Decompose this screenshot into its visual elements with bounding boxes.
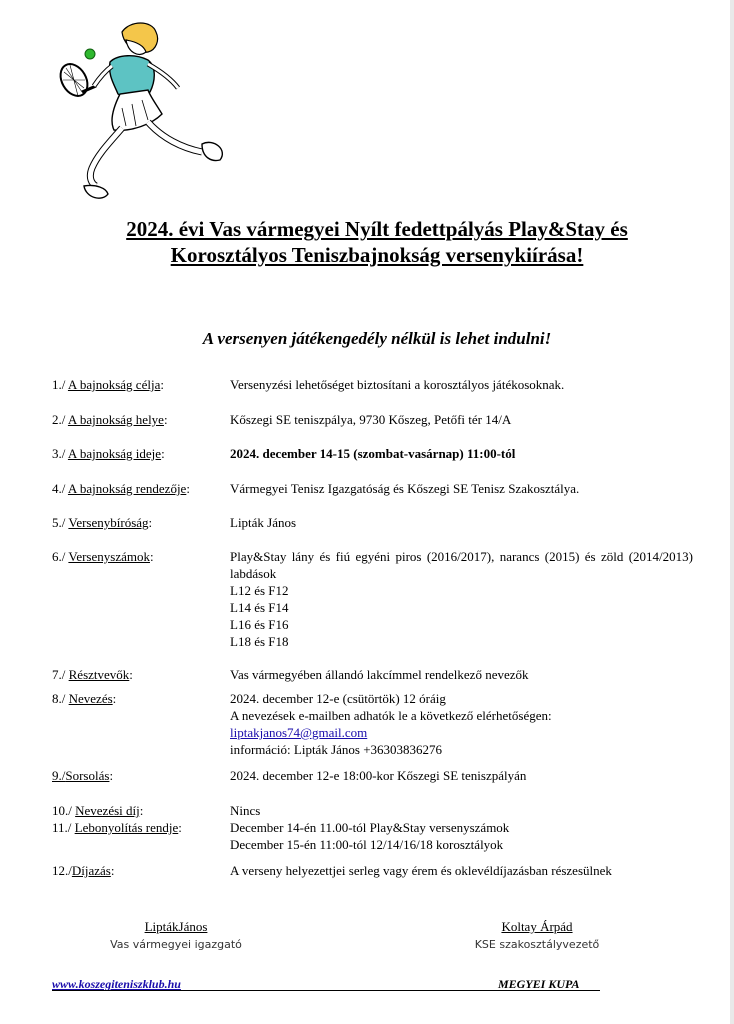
section-value: December 14-én 11.00-tól Play&Stay versenyszámok December 15-én 11:00-tól 12/14/16/18 korosztályok — [230, 820, 510, 852]
section-label: 5./ Versenybíróság: — [52, 515, 153, 530]
section-value: Vármegyei Tenisz Igazgatóság és Kőszegi SE Tenisz Szakosztálya. — [230, 481, 580, 496]
section-label: 1./ A bajnokság célja: — [52, 377, 164, 392]
section-label: 10./ Nevezési díj: — [52, 803, 144, 818]
tennis-player-illustration — [52, 18, 242, 208]
signature-role: Vas vármegyei igazgató — [110, 938, 242, 951]
section-value: Vas vármegyében állandó lakcímmel rendelkező nevezők — [230, 667, 529, 682]
title-line-2: Korosztályos Teniszbajnokság versenykiírása! — [170, 243, 584, 267]
section-value: 2024. december 12-e 18:00-kor Kőszegi SE teniszpályán — [230, 768, 527, 783]
section-value: Kőszegi SE teniszpálya, 9730 Kőszeg, Petőfi tér 14/A — [230, 412, 512, 427]
tennis-racket — [55, 59, 96, 100]
title-line-1: 2024. évi Vas vármegyei Nyílt fedettpályás Play&Stay és — [126, 217, 628, 241]
section-value: Versenyzési lehetőséget biztosítani a korosztályos játékosoknak. — [230, 377, 565, 392]
section-label: 9./Sorsolás: — [52, 768, 114, 783]
section-value: Play&Stay lány és fiú egyéni piros (2016/2017), narancs (2015) és zöld (2014/2013) labdások L12 és F12 L14 és F14 L16 és F16 L18 és F18 — [230, 549, 693, 649]
signature-right — [452, 919, 622, 951]
section-label: 8./ Nevezés: — [52, 691, 117, 706]
document-title — [40, 216, 714, 268]
section-value: A verseny helyezettjei serleg vagy érem és oklevéldíjazásban részesülnek — [230, 863, 612, 878]
section-value: 2024. december 14-15 (szombat-vasárnap) 11:00-tól — [230, 446, 516, 461]
footer-divider — [52, 990, 600, 991]
website-link[interactable]: www.koszegiteniszklub.hu — [52, 977, 181, 991]
section-label: 4./ A bajnokság rendezője: — [52, 481, 190, 496]
section-value: Nincs — [230, 803, 261, 818]
signature-name: Koltay Árpád — [501, 919, 573, 934]
section-label: 3./ A bajnokság ideje: — [52, 446, 165, 461]
section-label: 11./ Lebonyolítás rendje: — [52, 820, 182, 835]
section-label: 6./ Versenyszámok: — [52, 549, 154, 564]
section-label: 2./ A bajnokság helye: — [52, 412, 168, 427]
footer-tag: MEGYEI KUPA — [498, 977, 580, 991]
signature-left — [96, 919, 256, 951]
subtitle: A versenyen játékengedély nélkül is lehet indulni! — [202, 329, 552, 348]
page-edge — [730, 0, 734, 1024]
signature-name: LiptákJános — [144, 919, 208, 934]
section-value: Lipták János — [230, 515, 297, 530]
section-value: 2024. december 12-e (csütörtök) 12 óráig A nevezések e-mailben adhatók le a következő elérhetőségen: liptakjanos74@gmail.com információ: Lipták János +36303836276 — [230, 690, 693, 758]
tennis-ball — [85, 49, 95, 59]
section-label: 7./ Résztvevők: — [52, 667, 133, 682]
section-label: 12./Díjazás: — [52, 863, 115, 878]
email-link[interactable]: liptakjanos74@gmail.com — [230, 725, 368, 740]
signature-role: KSE szakosztályvezető — [474, 938, 600, 951]
